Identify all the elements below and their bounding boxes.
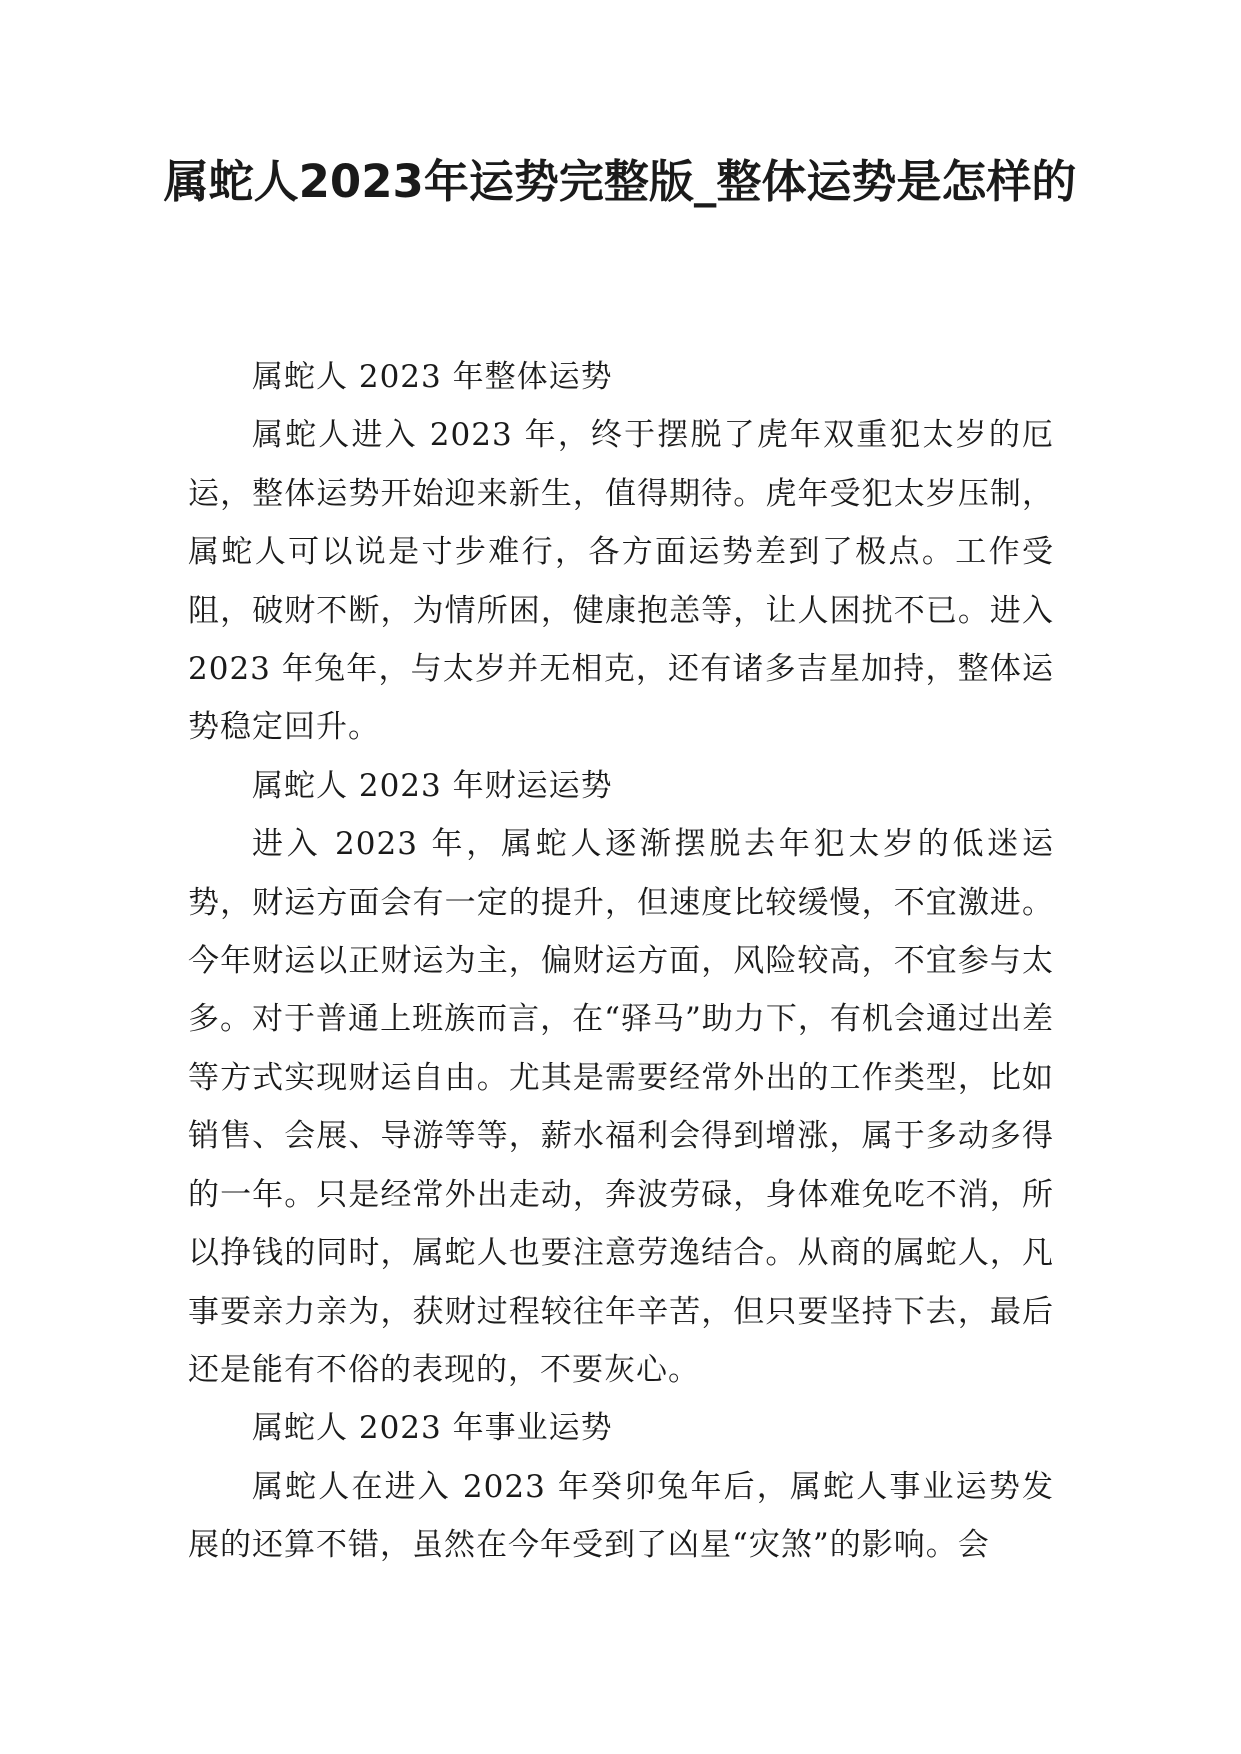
document-body <box>188 348 1054 1575</box>
document-title: 属蛇人2023年运势完整版_整体运势是怎样的 <box>163 155 1077 208</box>
section-paragraph-career: 属蛇人在进入 2023 年癸卯兔年后，属蛇人事业运势发展的还算不错，虽然在今年受到了凶星“灾煞”的影响。会 <box>188 1468 1054 1564</box>
section-heading-career: 属蛇人 2023 年事业运势 <box>252 1410 613 1447</box>
section-heading-wealth: 属蛇人 2023 年财运运势 <box>252 767 613 804</box>
section-heading-overall: 属蛇人 2023 年整体运势 <box>252 359 613 395</box>
section-paragraph-wealth: 进入 2023 年，属蛇人逐渐摆脱去年犯太岁的低迷运势，财运方面会有一定的提升，但速度比较缓慢，不宜激进。今年财运以正财运为主，偏财运方面，风险较高，不宜参与太多。对于普通上班族而言，在“驿马”助力下，有机会通过出差等方式实现财运自由。尤其是需要经常外出的工作类型，比如销售、会展、导游等等，薪水福利会得到增涨，属于多动多得的一年。只是经常外出走动，奔波劳碌，身体难免吃不消，所以挣钱的同时，属蛇人也要注意劳逸结合。从商的属蛇人，凡事要亲力亲为，获财过程较往年辛苦，但只要坚持下去，最后还是能有不俗的表现的，不要灰心。 <box>188 826 1054 1388</box>
section-paragraph-overall: 属蛇人进入 2023 年，终于摆脱了虎年双重犯太岁的厄运，整体运势开始迎来新生，值得期待。虎年受犯太岁压制，属蛇人可以说是寸步难行，各方面运势差到了极点。工作受阻，破财不断，为情所困，健康抱恙等，让人困扰不已。进入 2023 年兔年，与太岁并无相克，还有诸多吉星加持，整体运势稳定回升。 <box>188 417 1054 746</box>
